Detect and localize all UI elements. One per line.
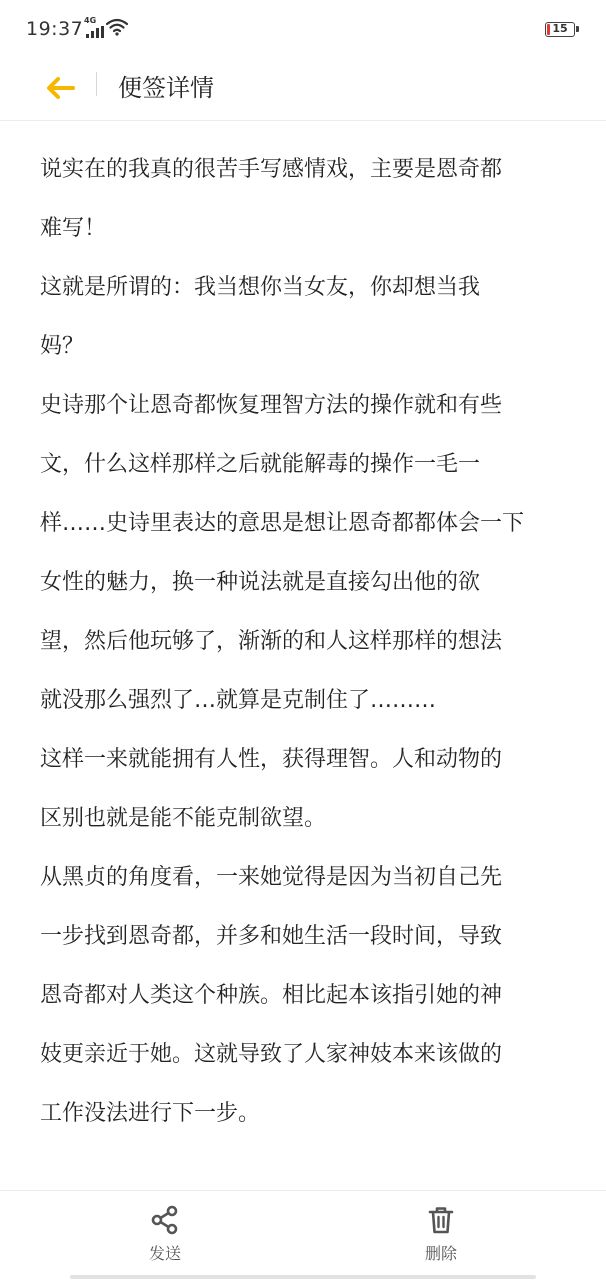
share-label: 发送 bbox=[148, 1244, 181, 1263]
battery-level: 15 bbox=[552, 22, 568, 35]
share-icon bbox=[150, 1205, 180, 1235]
note-line: 说实在的我真的很苦手写感情戏，主要是恩奇都 bbox=[40, 157, 503, 182]
delete-button[interactable] bbox=[401, 1205, 481, 1267]
signal-indicator bbox=[84, 16, 106, 38]
note-line: 女性的魅力，换一种说法就是直接勾出他的欲 bbox=[40, 570, 481, 595]
bottom-action-bar bbox=[0, 1190, 606, 1281]
arrow-left-icon bbox=[45, 76, 75, 100]
status-time: 19:37 bbox=[26, 18, 84, 40]
note-line: 望，然后他玩够了，渐渐的和人这样那样的想法 bbox=[40, 629, 503, 654]
note-line: 文，什么这样那样之后就能解毒的操作一毛一 bbox=[40, 452, 481, 477]
note-line: 区别也就是能不能克制欲望。 bbox=[40, 806, 327, 831]
network-type-label: 4G bbox=[84, 16, 97, 25]
signal-icon bbox=[86, 26, 104, 38]
navigation-handle[interactable] bbox=[70, 1275, 536, 1279]
note-line: 工作没法进行下一步。 bbox=[40, 1101, 261, 1126]
share-button[interactable] bbox=[125, 1205, 205, 1267]
trash-icon bbox=[426, 1205, 456, 1235]
note-line: 难写！ bbox=[40, 216, 107, 241]
note-line: 妓更亲近于她。这就导致了人家神妓本来该做的 bbox=[40, 1042, 503, 1067]
note-line: 从黑贞的角度看，一来她觉得是因为当初自己先 bbox=[40, 865, 503, 890]
status-bar bbox=[0, 0, 606, 56]
note-line: 恩奇都对人类这个种族。相比起本该指引她的神 bbox=[40, 983, 503, 1008]
note-line: 史诗那个让恩奇都恢复理智方法的操作就和有些 bbox=[40, 393, 503, 418]
back-button[interactable] bbox=[36, 64, 84, 112]
delete-label: 删除 bbox=[424, 1244, 457, 1263]
battery-icon bbox=[545, 22, 575, 37]
header-divider bbox=[96, 72, 97, 96]
note-line: 妈？ bbox=[40, 334, 85, 359]
wifi-icon bbox=[106, 18, 128, 36]
note-line: 这样一来就能拥有人性，获得理智。人和动物的 bbox=[40, 747, 503, 772]
page-title: 便签详情 bbox=[118, 74, 214, 102]
note-line: 就没那么强烈了…就算是克制住了……… bbox=[40, 688, 437, 713]
note-line: 一步找到恩奇都，并多和她生活一段时间，导致 bbox=[40, 924, 503, 949]
header-bar bbox=[0, 56, 606, 121]
note-line: 样……史诗里表达的意思是想让恩奇都都体会一下 bbox=[40, 511, 525, 536]
note-content[interactable] bbox=[40, 140, 570, 1180]
note-line: 这就是所谓的：我当想你当女友，你却想当我 bbox=[40, 275, 481, 300]
